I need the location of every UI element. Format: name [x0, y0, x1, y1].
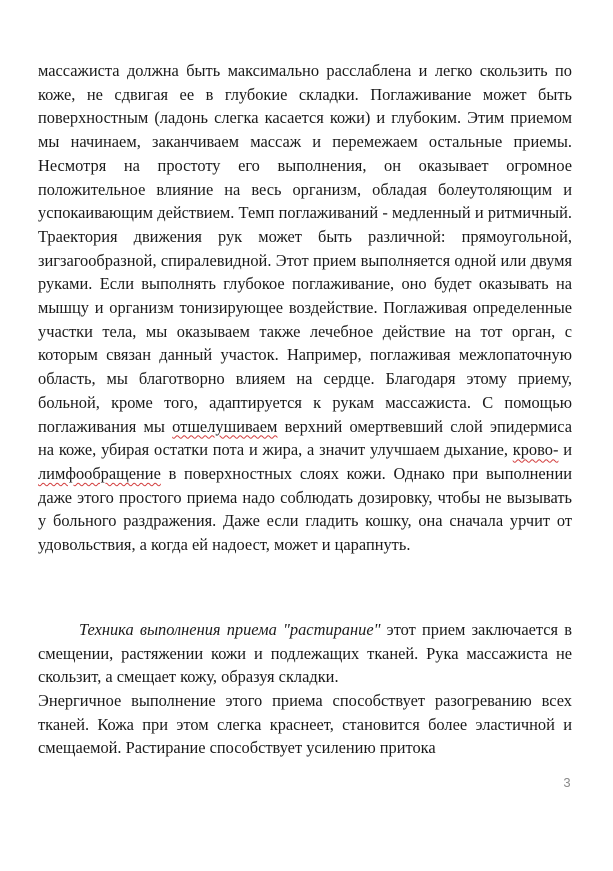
body-paragraph-rubbing-effect — [38, 689, 572, 760]
paragraph-segment: в поверхностных слоях кожи. Однако при выполнении даже этого простого приема надо соблюдать дозировку, чтобы не вызывать у больного раздражения. Даже если гладить кошку, она сначала урчит от удовольствия, а когда ей надоест, может и царапнуть. — [38, 463, 572, 555]
spellcheck-flagged-word[interactable]: крово- — [512, 440, 559, 460]
paragraph-segment: и — [558, 440, 572, 460]
paragraph-segment: верхний омертвевший слой эпидермиса на коже, убирая остатки пота и жира, а значит улучшаем дыхание, — [38, 416, 572, 460]
paragraph-segment: этот прием заключается в смещении, растяжении кожи и подлежащих тканей. Рука массажиста не скользит, а смещает кожу, образуя складки. — [38, 620, 572, 686]
body-paragraph-rubbing-technique — [38, 618, 572, 689]
spellcheck-flagged-word[interactable]: отшелушиваем — [172, 416, 278, 436]
body-paragraph-massage-stroking — [38, 59, 572, 557]
paragraph-text — [38, 618, 572, 689]
spellcheck-flagged-word[interactable]: лимфообращение — [38, 463, 161, 483]
paragraph-text: Энергичное выполнение этого приема способствует разогреванию всех тканей. Кожа при этом слегка краснеет, становится более эластичной и смещаемой. Растирание способствует усилению притока — [38, 691, 572, 758]
page-number: 3 — [563, 775, 571, 790]
paragraph-segment: массажиста должна быть максимально расслаблена и легко скользить по коже, не сдвигая ее в глубокие складки. Поглаживание может быть поверхностным (ладонь слегка касается кожи) и глубоким. Этим приемом мы начинаем, заканчиваем массаж и перемежаем остальные приемы. Несмотря на простоту его выполнения, он оказывает огромное положительное влияние на весь организм, обладая болеутоляющим и успокаивающим действием. Темп поглаживаний - медленный и ритмичный. Траектория движения рук может быть различной: прямоугольной, зигзагообразной, спиралевидной. Этот прием выполняется одной или двумя руками. Если выполнять глубокое поглаживание, оно будет оказывать на мышцу и организм тонизирующее воздействие. Поглаживая определенные участки тела, мы оказываем также лечебное действие на тот орган, с которым связан данный участок. Например, поглаживая межлопаточную область, мы благотворно влияем на сердце. Благодаря этому приему, больной, кроме того, адаптируется к рукам массажиста. С помощью поглаживания мы — [38, 61, 572, 436]
italic-section-title: Техника выполнения приема "растирание" — [79, 620, 381, 639]
paragraph-text — [38, 59, 572, 557]
